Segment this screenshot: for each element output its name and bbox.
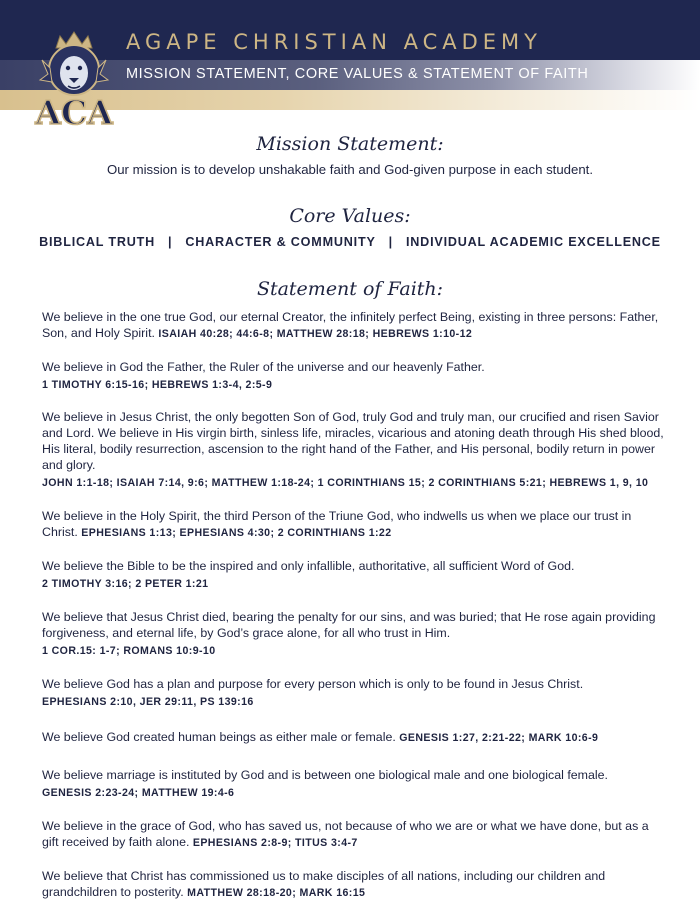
- belief-text: We believe in Jesus Christ, the only begotten Son of God, truly God and truly man, our crucified and risen Savior and Lord. We believe in His virgin birth, sinless life, miracles, vicarious and atoning death through His shed blood, His literal, bodily resurrection, ascension to the right hand of the Father, and His personal, bodily return in power and glory.: [42, 410, 664, 472]
- belief-item: [42, 359, 664, 393]
- belief-item: [42, 868, 664, 901]
- scripture-reference: GENESIS 2:23-24; MATTHEW 19:4-6: [42, 787, 235, 799]
- scripture-reference: EPHESIANS 2:10, JER 29:11, PS 139:16: [42, 696, 254, 708]
- scripture-reference: JOHN 1:1-18; ISAIAH 7:14, 9:6; MATTHEW 1:18-24; 1 CORINTHIANS 15; 2 CORINTHIANS 5:21; HEBREWS 1, 9, 10: [42, 477, 649, 489]
- belief-item: [42, 676, 664, 710]
- statement-of-faith-heading: Statement of Faith:: [256, 278, 444, 300]
- belief-text: We believe that Christ has commissioned us to make disciples of all nations, including our children and grandchildren to posterity.: [42, 869, 606, 899]
- belief-text: We believe the Bible to be the inspired and only infallible, authoritative, all sufficient Word of God.: [42, 559, 575, 573]
- mission-heading: Mission Statement:: [256, 133, 444, 155]
- scripture-reference: EPHESIANS 1:13; EPHESIANS 4:30; 2 CORINTHIANS 1:22: [81, 527, 392, 539]
- core-values-heading: Core Values:: [289, 205, 411, 227]
- school-logo: [28, 30, 120, 130]
- scripture-reference: MATTHEW 28:18-20; MARK 16:15: [187, 887, 366, 899]
- belief-text: We believe God created human beings as either male or female.: [42, 730, 396, 744]
- belief-item: [42, 409, 664, 491]
- belief-text: We believe in the grace of God, who has saved us, not because of who we are or what we have done, but as a gift received by faith alone.: [42, 819, 649, 849]
- scripture-reference: EPHESIANS 2:8-9; TITUS 3:4-7: [192, 837, 358, 849]
- belief-item: [42, 767, 664, 801]
- belief-list: [42, 309, 664, 901]
- belief-item: [42, 558, 664, 592]
- belief-item: [42, 609, 664, 659]
- core-value-item: CHARACTER & COMMUNITY: [185, 235, 376, 249]
- belief-item: [42, 729, 664, 746]
- belief-text: We believe in the Holy Spirit, the third Person of the Triune God, who indwells us when we place our trust in Christ.: [42, 509, 632, 539]
- document-subtitle: MISSION STATEMENT, CORE VALUES & STATEMENT OF FAITH: [126, 66, 589, 82]
- core-value-item: INDIVIDUAL ACADEMIC EXCELLENCE: [405, 235, 661, 249]
- scripture-reference: ISAIAH 40:28; 44:6-8; MATTHEW 28:18; HEBREWS 1:10-12: [158, 328, 473, 340]
- lion-crest-icon: [28, 30, 120, 130]
- core-values-list: [0, 235, 700, 249]
- scripture-reference: GENESIS 1:27, 2:21-22; MARK 10:6-9: [399, 732, 599, 744]
- core-value-item: BIBLICAL TRUTH: [39, 235, 156, 249]
- scripture-reference: 2 TIMOTHY 3:16; 2 PETER 1:21: [42, 578, 209, 590]
- belief-text: We believe that Jesus Christ died, bearing the penalty for our sins, and was buried; that He rose again providing forgiveness, and eternal life, by God’s grace alone, for all who trust in Him.: [42, 610, 656, 640]
- mission-text: Our mission is to develop unshakable faith and God-given purpose in each student.: [106, 162, 594, 177]
- belief-item: [42, 309, 664, 342]
- belief-text: We believe marriage is instituted by God and is between one biological male and one biological female.: [42, 768, 608, 782]
- belief-text: We believe in the one true God, our eternal Creator, the infinitely perfect Being, existing in three persons: Father, Son, and Holy Spirit.: [42, 310, 659, 340]
- header-banner: [0, 0, 700, 130]
- core-value-separator: |: [168, 235, 173, 249]
- belief-text: We believe in God the Father, the Ruler of the universe and our heavenly Father.: [42, 360, 485, 374]
- belief-item: [42, 508, 664, 541]
- core-value-separator: |: [388, 235, 393, 249]
- scripture-reference: 1 TIMOTHY 6:15-16; HEBREWS 1:3-4, 2:5-9: [42, 379, 273, 391]
- belief-item: [42, 818, 664, 851]
- logo-lettering: ACA: [35, 93, 113, 130]
- belief-text: We believe God has a plan and purpose for every person which is only to be found in Jesus Christ.: [42, 677, 584, 691]
- school-name: AGAPE CHRISTIAN ACADEMY: [126, 30, 542, 54]
- scripture-reference: 1 COR.15: 1-7; ROMANS 10:9-10: [42, 645, 216, 657]
